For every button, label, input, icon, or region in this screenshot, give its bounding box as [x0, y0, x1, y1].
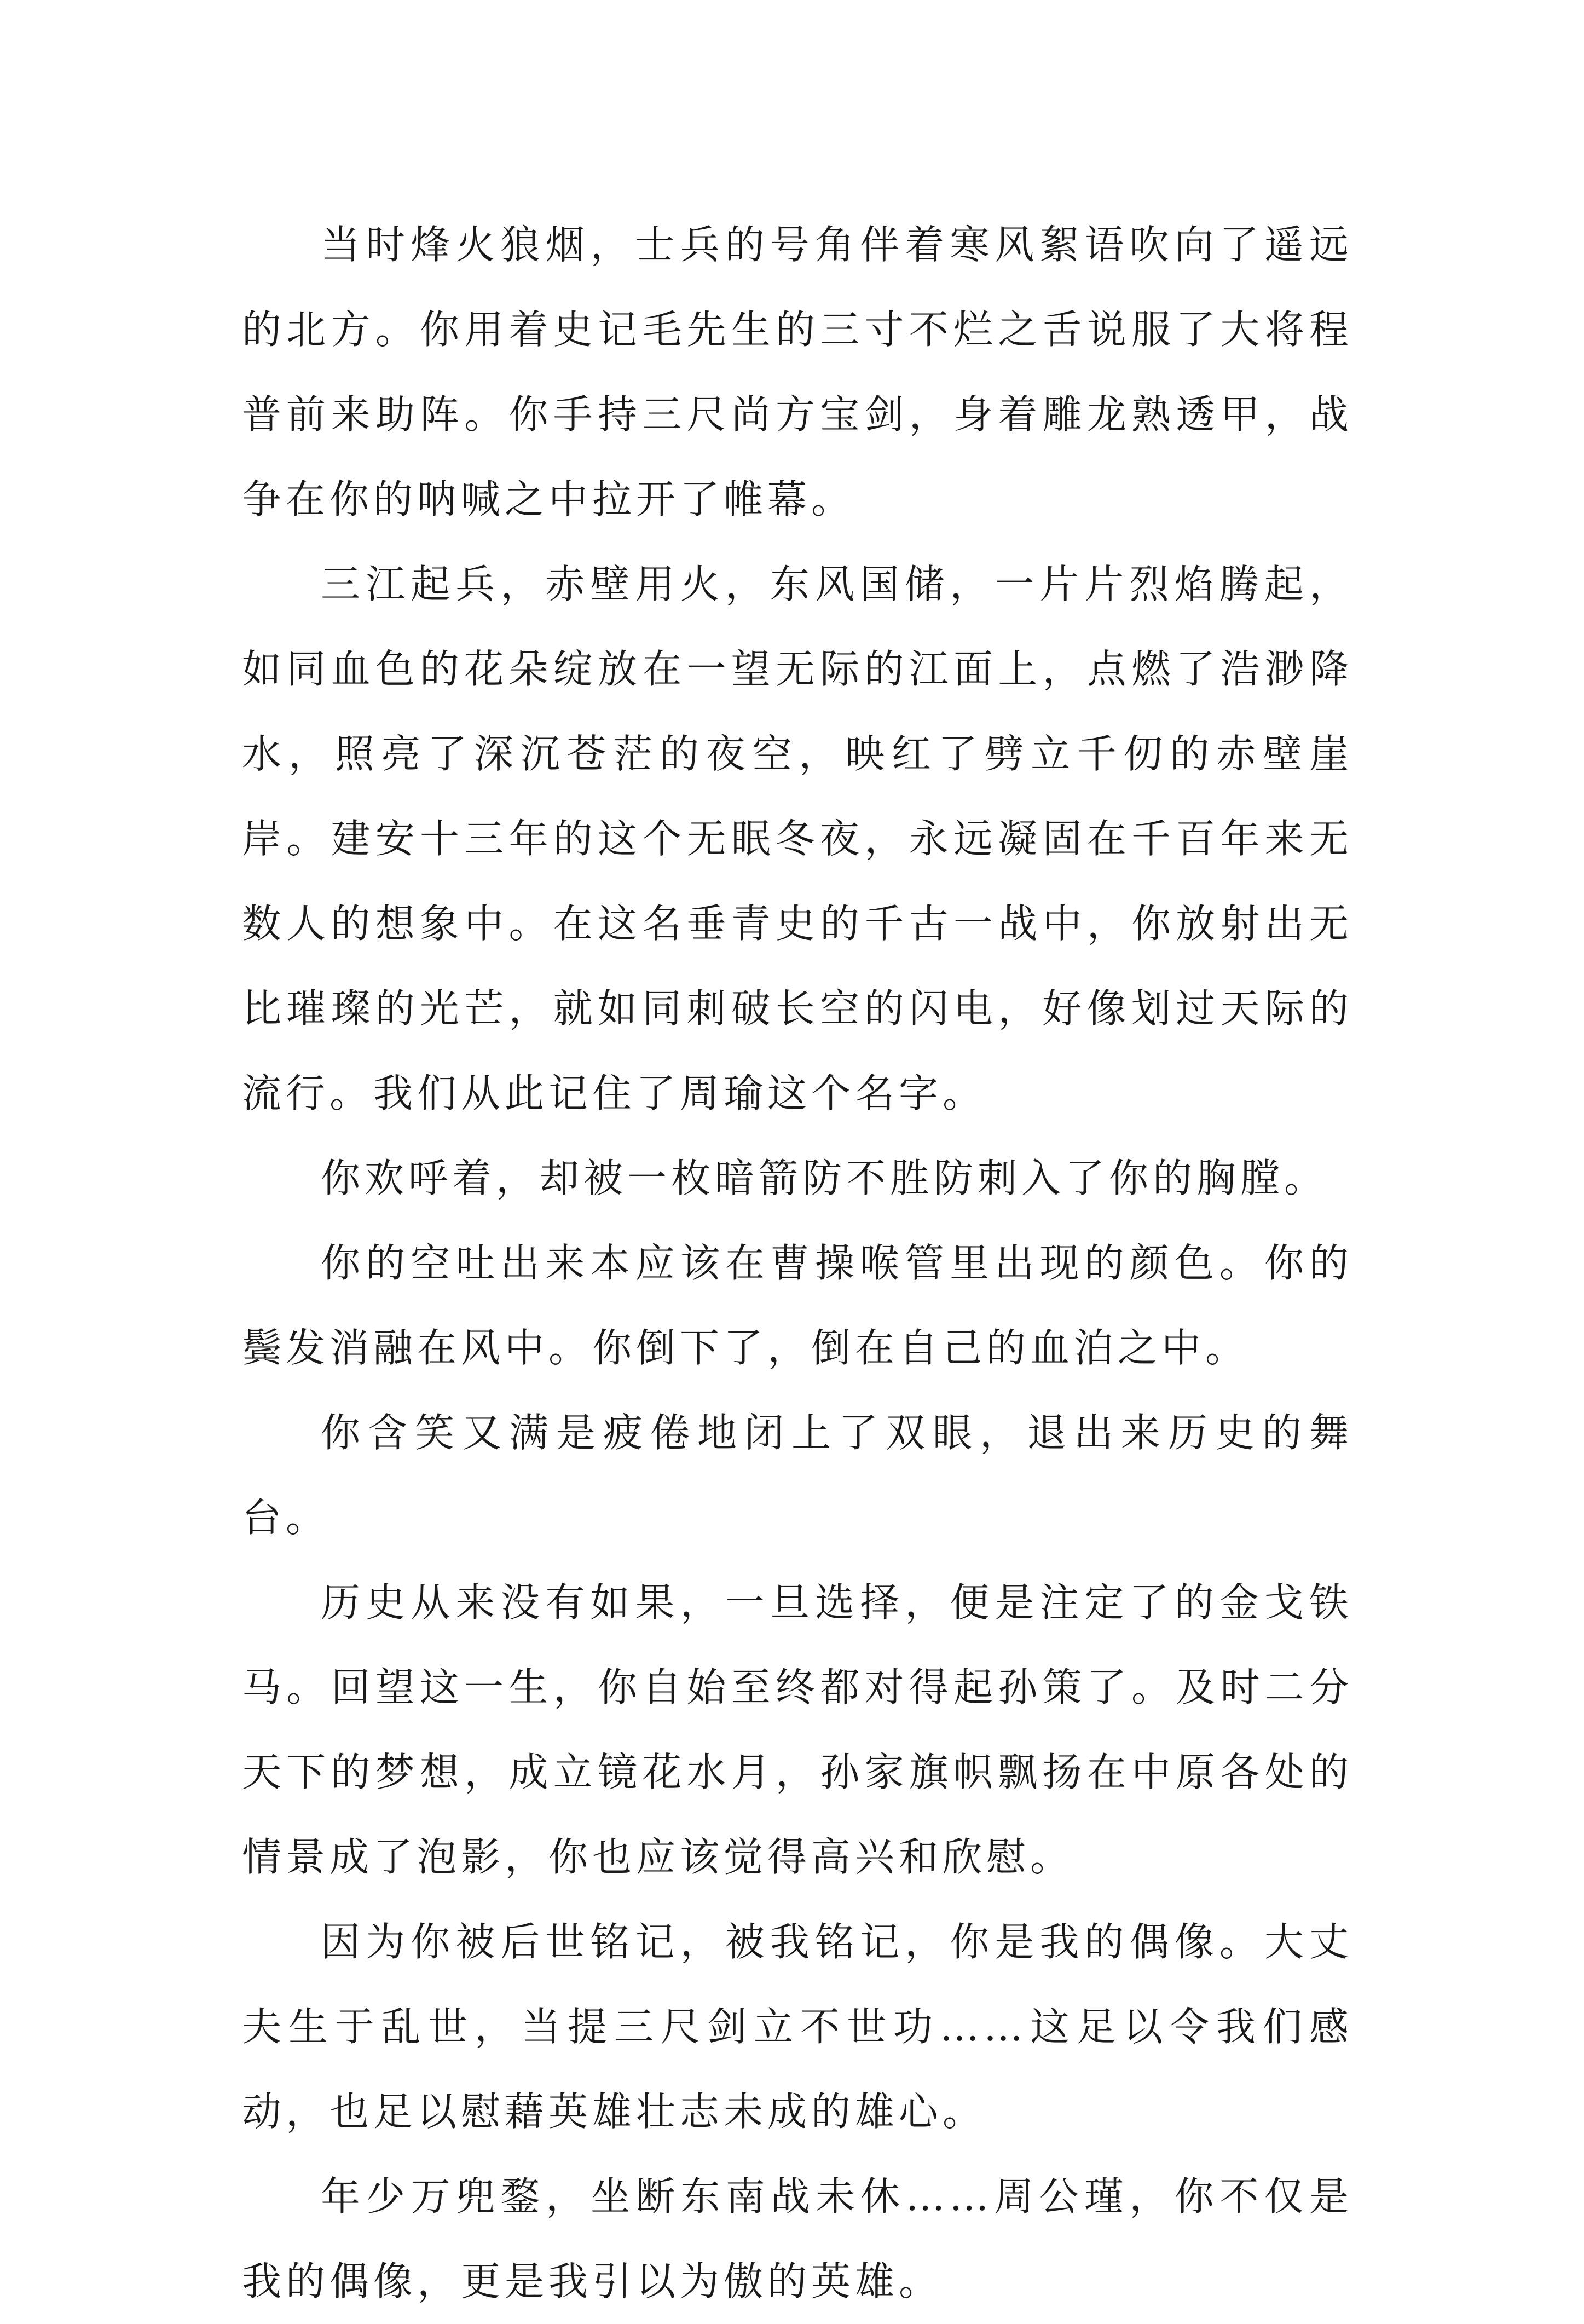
paragraph-2: 三江起兵，赤壁用火，东风国储，一片片烈焰腾起，如同血色的花朵绽放在一望无际的江面上，点燃了浩渺降水，照亮了深沉苍茫的夜空，映红了劈立千仞的赤壁崖岸。建安十三年的这个无眠冬夜，永远凝固在千百年来无数人的想象中。在这名垂青史的千古一战中，你放射出无比璀璨的光芒，就如同刺破长空的闪电，好像划过天际的流行。我们从此记住了周瑜这个名字。 — [242, 561, 1353, 1116]
paragraph-5: 你含笑又满是疲倦地闭上了双眼，退出来历史的舞台。 — [242, 1410, 1353, 1541]
document-body — [242, 203, 1353, 2324]
paragraph-6: 历史从来没有如果，一旦选择，便是注定了的金戈铁马。回望这一生，你自始至终都对得起孙策了。及时二分天下的梦想，成立镜花水月，孙家旗帜飘扬在中原各处的情景成了泡影，你也应该觉得高兴和欣慰。 — [242, 1579, 1353, 1880]
paragraph-7: 因为你被后世铭记，被我铭记，你是我的偶像。大丈夫生于乱世，当提三尺剑立不世功……这足以令我们感动，也足以慰藉英雄壮志未成的雄心。 — [242, 1919, 1353, 2135]
paragraph-3: 你欢呼着，却被一枚暗箭防不胜防刺入了你的胸膛。 — [321, 1155, 1328, 1201]
paragraph-4: 你的空吐出来本应该在曹操喉管里出现的颜色。你的鬓发消融在风中。你倒下了，倒在自己的血泊之中。 — [242, 1240, 1353, 1371]
paragraph-8: 年少万兜鍪，坐断东南战未休……周公瑾，你不仅是我的偶像，更是我引以为傲的英雄。 — [242, 2173, 1353, 2304]
paragraph-1: 当时烽火狼烟，士兵的号角伴着寒风絮语吹向了遥远的北方。你用着史记毛先生的三寸不烂之舌说服了大将程普前来助阵。你手持三尺尚方宝剑，身着雕龙熟透甲，战争在你的呐喊之中拉开了帷幕。 — [242, 222, 1353, 522]
